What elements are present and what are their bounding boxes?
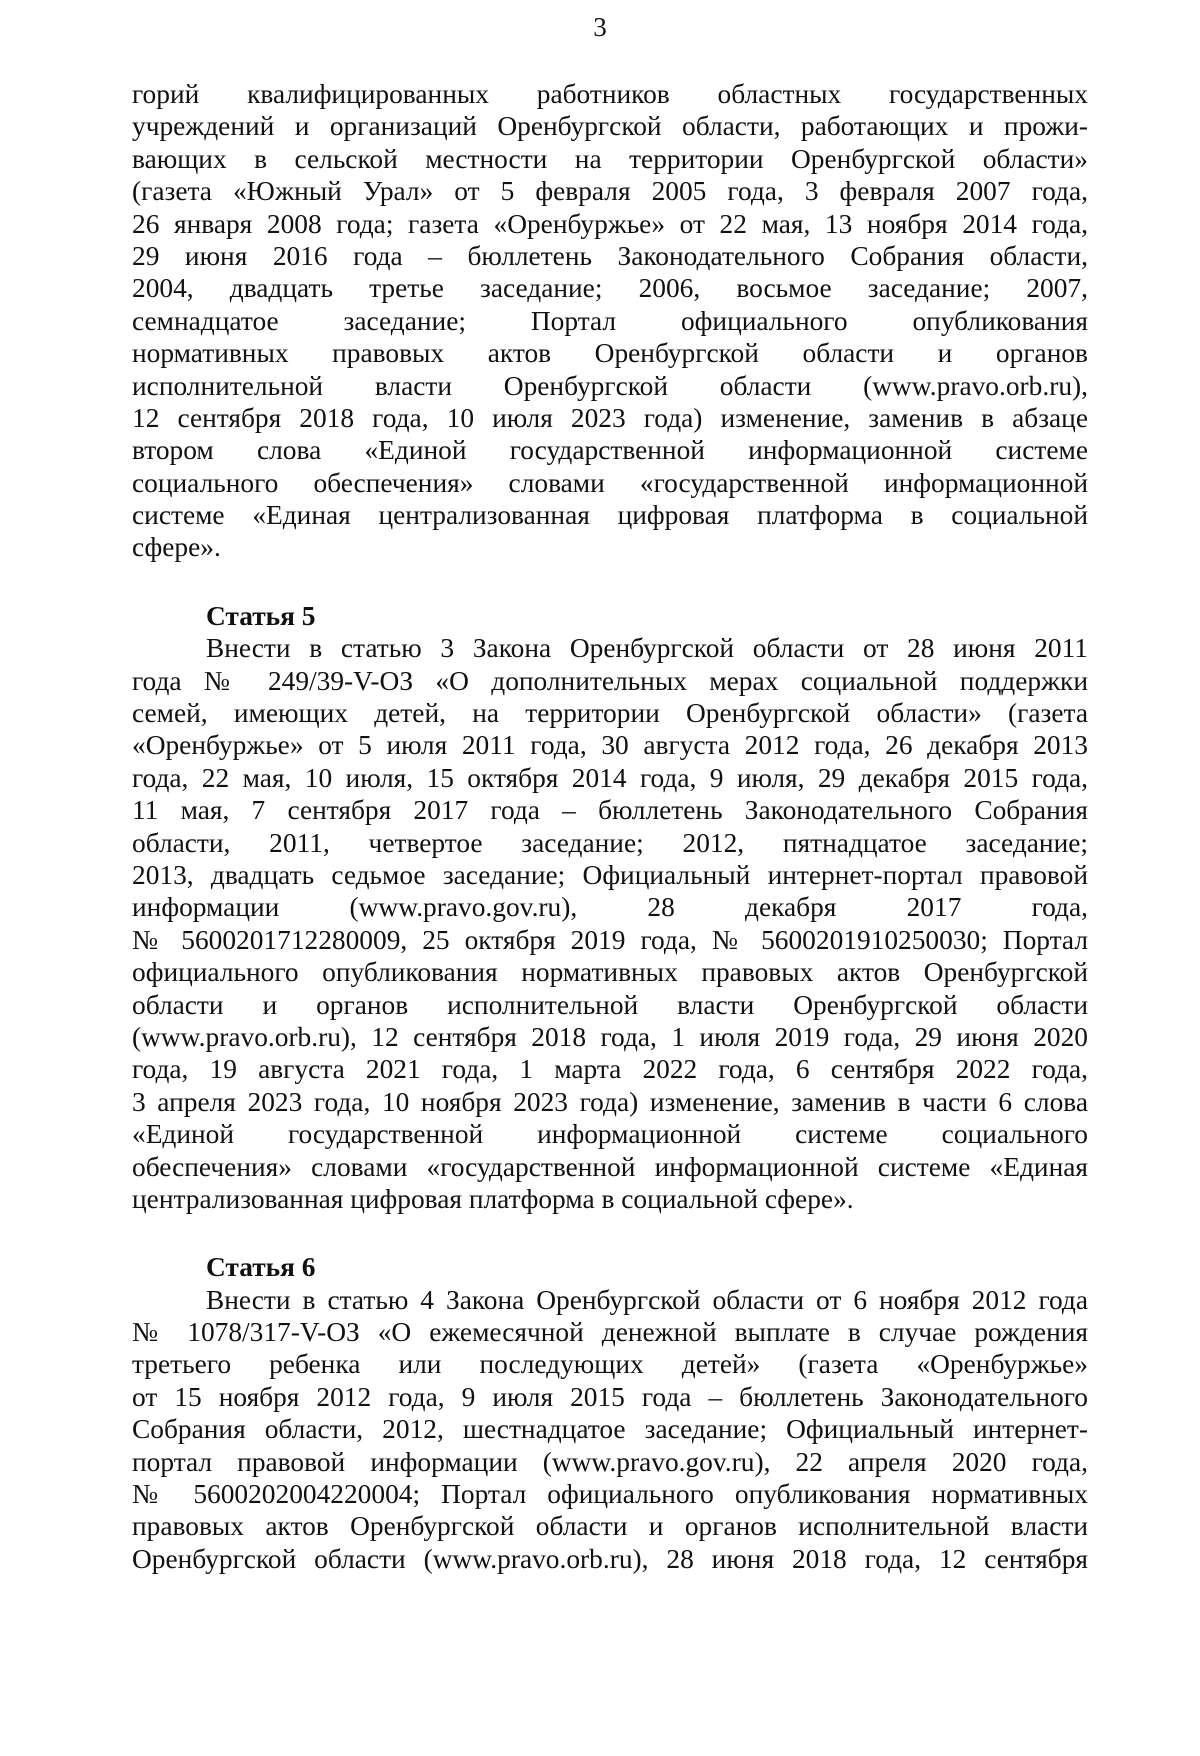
text-line: 26 января 2008 года; газета «Оренбуржье» от 22 мая, 13 ноября 2014 года, bbox=[132, 208, 1088, 239]
text-line: № 5600201712280009, 25 октября 2019 года, № 5600201910250030; Портал bbox=[132, 924, 1088, 955]
text-line: вающих в сельской местности на территории Оренбургской области» bbox=[132, 143, 1088, 174]
text-line: 12 сентября 2018 года, 10 июля 2023 года) изменение, заменив в абзаце bbox=[132, 402, 1088, 433]
article-6 bbox=[132, 1251, 1088, 1575]
text-line: Внести в статью 4 Закона Оренбургской области от 6 ноября 2012 года bbox=[206, 1284, 1088, 1315]
page-number: 3 bbox=[593, 12, 607, 42]
text-line: Собрания области, 2012, шестнадцатое заседание; Официальный интернет- bbox=[132, 1414, 1088, 1445]
article-5 bbox=[132, 600, 1088, 1215]
text-line: 2013, двадцать седьмое заседание; Официальный интернет-портал правовой bbox=[132, 859, 1088, 890]
text-line: года, 19 августа 2021 года, 1 марта 2022 года, 6 сентября 2022 года, bbox=[132, 1054, 1088, 1085]
text-line: 29 июня 2016 года – бюллетень Законодательного Собрания области, bbox=[132, 240, 1088, 271]
text-line: исполнительной власти Оренбургской области (www.pravo.orb.ru), bbox=[132, 370, 1088, 401]
text-line: области, 2011, четвертое заседание; 2012, пятнадцатое заседание; bbox=[132, 827, 1088, 858]
text-line: горий квалифицированных работников областных государственных bbox=[132, 79, 1088, 109]
text-line: № 5600202004220004; Портал официального опубликования нормативных bbox=[132, 1479, 1088, 1510]
text-line: семей, имеющих детей, на территории Оренбургской области» (газета bbox=[132, 698, 1088, 729]
text-line: нормативных правовых актов Оренбургской области и органов bbox=[132, 338, 1088, 369]
text-line: информации (www.pravo.gov.ru), 28 декабря 2017 года, bbox=[132, 892, 1088, 923]
text-line: Оренбургской области (www.pravo.orb.ru), 28 июня 2018 года, 12 сентября bbox=[132, 1543, 1088, 1574]
text-line: централизованная цифровая платформа в социальной сфере». bbox=[132, 1183, 854, 1214]
text-line: правовых актов Оренбургской области и органов исполнительной власти bbox=[132, 1511, 1088, 1542]
text-line: года № 249/39-V-ОЗ «О дополнительных мерах социальной поддержки bbox=[132, 665, 1088, 696]
text-line: 3 апреля 2023 года, 10 ноября 2023 года) изменение, заменив в части 6 слова bbox=[132, 1086, 1088, 1117]
text-line: «Единой государственной информационной системе социального bbox=[132, 1119, 1088, 1150]
text-line: № 1078/317-V-ОЗ «О ежемесячной денежной выплате в случае рождения bbox=[132, 1317, 1088, 1348]
article-5-heading: Статья 5 bbox=[206, 600, 316, 631]
text-line: обеспечения» словами «государственной информационной системе «Единая bbox=[132, 1151, 1088, 1182]
text-line: третьего ребенка или последующих детей» (газета «Оренбуржье» bbox=[132, 1349, 1088, 1380]
text-line: социального обеспечения» словами «государственной информационной bbox=[132, 467, 1088, 498]
text-line: от 15 ноября 2012 года, 9 июля 2015 года – бюллетень Законодательного bbox=[132, 1381, 1088, 1412]
text-line: (www.pravo.orb.ru), 12 сентября 2018 года, 1 июля 2019 года, 29 июня 2020 bbox=[132, 1021, 1088, 1052]
text-line: Внести в статью 3 Закона Оренбургской области от 28 июня 2011 bbox=[206, 633, 1088, 664]
text-line: системе «Единая централизованная цифровая платформа в социальной bbox=[132, 500, 1088, 531]
text-line: года, 22 мая, 10 июля, 15 октября 2014 года, 9 июля, 29 декабря 2015 года, bbox=[132, 762, 1088, 793]
text-line: «Оренбуржье» от 5 июля 2011 года, 30 августа 2012 года, 26 декабря 2013 bbox=[132, 730, 1088, 761]
intro-paragraph bbox=[132, 78, 1088, 564]
document-body bbox=[132, 78, 1088, 1575]
text-line: учреждений и организаций Оренбургской области, работающих и прожи- bbox=[132, 111, 1088, 142]
text-line: 11 мая, 7 сентября 2017 года – бюллетень Законодательного Собрания bbox=[132, 795, 1088, 826]
text-line: портал правовой информации (www.pravo.gov.ru), 22 апреля 2020 года, bbox=[132, 1446, 1088, 1477]
text-line: сфере». bbox=[132, 532, 221, 563]
text-line: 2004, двадцать третье заседание; 2006, восьмое заседание; 2007, bbox=[132, 273, 1088, 304]
article-6-heading: Статья 6 bbox=[206, 1252, 316, 1283]
text-line: семнадцатое заседание; Портал официального опубликования bbox=[132, 305, 1088, 336]
text-line: официального опубликования нормативных правовых актов Оренбургской bbox=[132, 957, 1088, 988]
text-line: (газета «Южный Урал» от 5 февраля 2005 года, 3 февраля 2007 года, bbox=[132, 176, 1088, 207]
text-line: втором слова «Единой государственной информационной системе bbox=[132, 435, 1088, 466]
text-line: области и органов исполнительной власти Оренбургской области bbox=[132, 989, 1088, 1020]
